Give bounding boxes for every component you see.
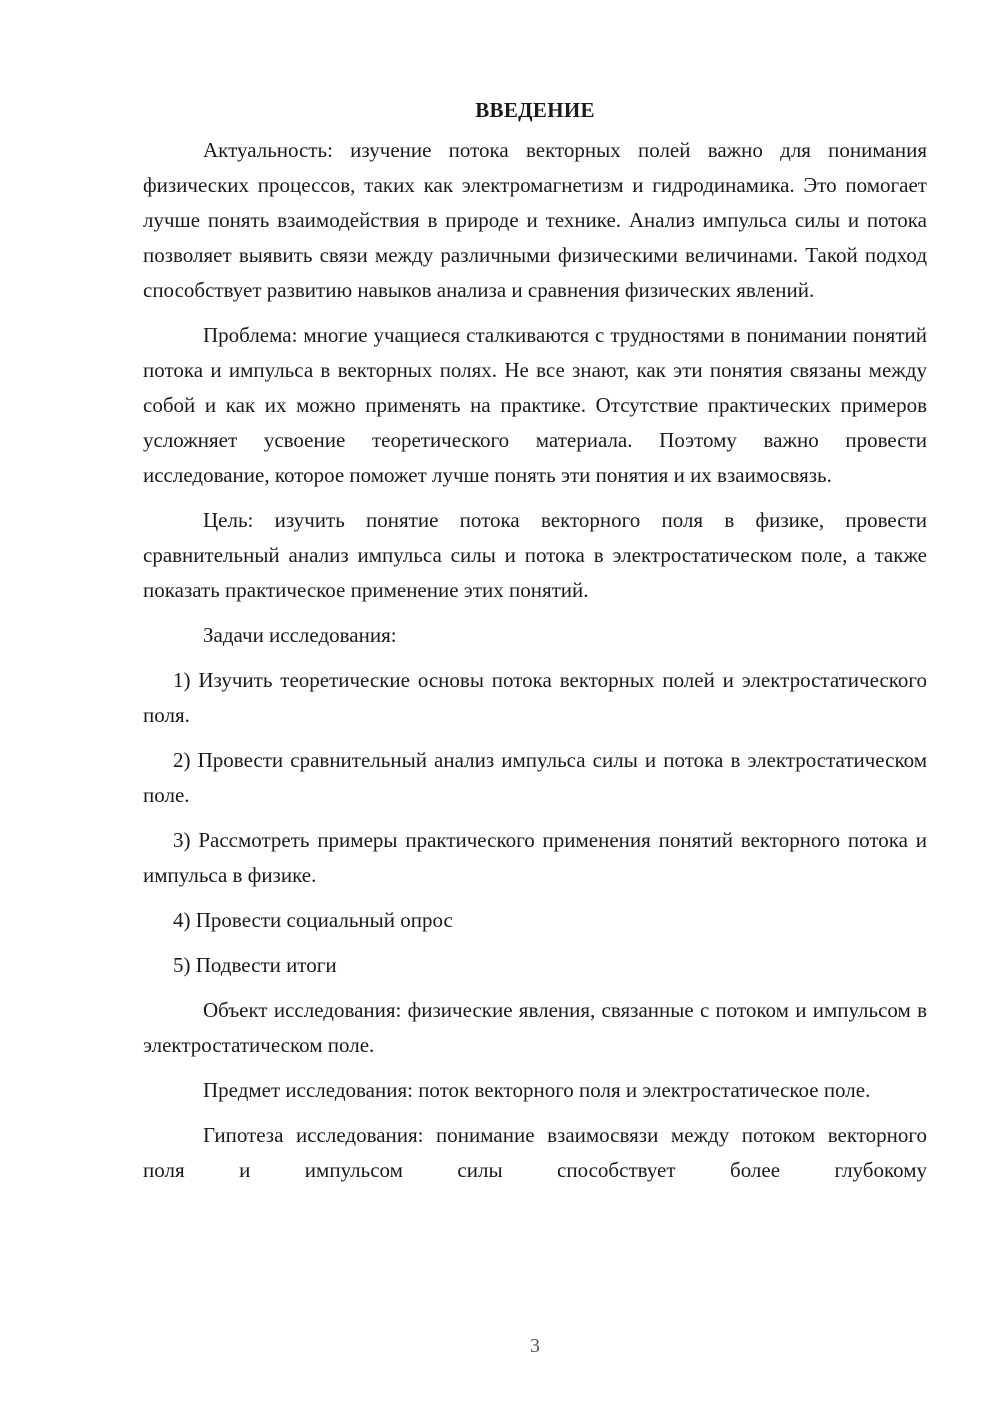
task-item-1: 1) Изучить теоретические основы потока векторных полей и электростатического поля.: [143, 668, 927, 727]
paragraph-problem: Проблема: многие учащиеся сталкиваются с трудностями в понимании понятий потока и импульса в векторных полях. Не все знают, как эти понятия связаны между собой и как их можно применять на практике. Отсутствие практических примеров усложняет усвоение теоретического материала. Поэтому важно провести исследование, которое поможет лучше понять эти понятия и их взаимосвязь.: [143, 323, 927, 487]
page-title: ВВЕДЕНИЕ: [475, 98, 595, 122]
paragraph-tasks-heading: Задачи исследования:: [203, 623, 397, 647]
paragraph-object: Объект исследования: физические явления, связанные с потоком и импульсом в электростатическом поле.: [143, 998, 927, 1057]
task-item-2: 2) Провести сравнительный анализ импульса силы и потока в электростатическом поле.: [143, 748, 927, 807]
task-item-4: 4) Провести социальный опрос: [173, 908, 453, 932]
paragraph-relevance: Актуальность: изучение потока векторных полей важно для понимания физических процессов, таких как электромагнетизм и гидродинамика. Это помогает лучше понять взаимодействия в природе и технике. Анализ импульса силы и потока позволяет выявить связи между различными физическими величинами. Такой подход способствует развитию навыков анализа и сравнения физических явлений.: [143, 138, 927, 302]
paragraph-goal: Цель: изучить понятие потока векторного поля в физике, провести сравнительный анализ импульса силы и потока в электростатическом поле, а также показать практическое применение этих понятий.: [143, 508, 927, 602]
task-item-5: 5) Подвести итоги: [173, 953, 337, 977]
paragraph-hypothesis: Гипотеза исследования: понимание взаимосвязи между потоком векторного поля и импульсом силы способствует более глубокому: [143, 1123, 927, 1182]
page-content: [143, 95, 927, 1198]
page-number: 3: [530, 1335, 540, 1357]
paragraph-subject: Предмет исследования: поток векторного поля и электростатическое поле.: [203, 1078, 871, 1102]
task-item-3: 3) Рассмотреть примеры практического применения понятий векторного потока и импульса в физике.: [143, 828, 927, 887]
